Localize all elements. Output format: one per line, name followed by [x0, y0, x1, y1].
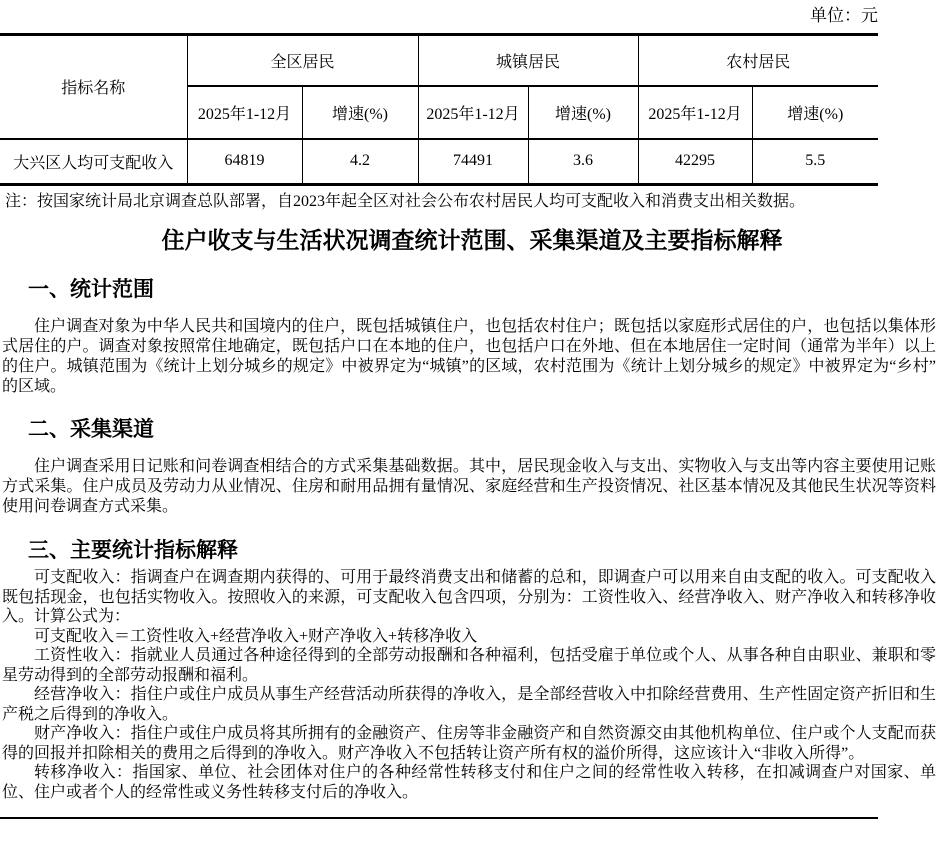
value-cell-urban: 74491 — [418, 139, 528, 185]
paragraph-statistical-scope: 住户调查对象为中华人民共和国境内的住户，既包括城镇住户，也包括农村住户；既包括以家庭形式居住的户，也包括以集体形式居住的户。调查对象按照常住地确定，既包括户口在本地的住户，也包括户口在外地、但在本地居住一定时间（通常为半年）以上的住户。城镇范围为《统计上划分城乡的规定》中被界定为“城镇”的区域，农村范围为《统计上划分城乡的规定》中被界定为“乡村”的区域。 — [2, 318, 936, 395]
period-header-rural: 2025年1-12月 — [638, 86, 752, 139]
paragraph-wage-income: 工资性收入：指就业人员通过各种途径得到的全部劳动报酬和各种福利，包括受雇于单位或个人、从事各种自由职业、兼职和零星劳动得到的全部劳动报酬和福利。 — [2, 647, 936, 684]
indicator-cell: 大兴区人均可支配收入 — [0, 139, 187, 185]
table-footnote: 注：按国家统计局北京调查总队部署，自2023年起全区对社会公布农村居民人均可支配收入和消费支出相关数据。 — [5, 193, 806, 210]
bottom-divider — [0, 817, 878, 819]
value-cell-all: 64819 — [187, 139, 302, 185]
paragraph-operating-net-income: 经营净收入：指住户或住户成员从事生产经营活动所获得的净收入，是全部经营收入中扣除经营费用、生产性固定资产折旧和生产税之后得到的净收入。 — [2, 686, 936, 723]
page-title: 住户收支与生活状况调查统计范围、采集渠道及主要指标解释 — [161, 227, 783, 253]
table-row — [0, 139, 878, 185]
indicator-name-header: 指标名称 — [0, 35, 187, 139]
paragraph-collection-channels: 住户调查采用日记账和问卷调查相结合的方式采集基础数据。其中，居民现金收入与支出、实物收入与支出等内容主要使用记账方式采集。住户成员及劳动力从业情况、住房和耐用品拥有量情况、家庭经营和生产投资情况、社区基本情况及其他民生状况等资料使用问卷调查方式采集。 — [2, 458, 936, 515]
paragraph-property-net-income: 财产净收入：指住户或住户成员将其所拥有的金融资产、住房等非金融资产和自然资源交由其他机构单位、住户或个人支配而获得的回报并扣除相关的费用之后得到的净收入。财产净收入不包括转让资产所有权的溢价所得，这应该计入“非收入所得”。 — [2, 725, 936, 762]
rate-header-all: 增速(%) — [302, 86, 418, 139]
income-stat-table — [0, 33, 878, 186]
rate-cell-rural: 5.5 — [752, 139, 878, 185]
rate-cell-all: 4.2 — [302, 139, 418, 185]
group-header-all-residents: 全区居民 — [187, 35, 418, 86]
value-cell-rural: 42295 — [638, 139, 752, 185]
period-header-all: 2025年1-12月 — [187, 86, 302, 139]
unit-label: 单位：元 — [810, 6, 878, 25]
rate-header-rural: 增速(%) — [752, 86, 878, 139]
rate-cell-urban: 3.6 — [528, 139, 638, 185]
section-heading-statistical-scope: 一、统计范围 — [28, 278, 154, 301]
paragraph-transfer-net-income: 转移净收入：指国家、单位、社会团体对住户的各种经常性转移支付和住户之间的经常性收入转移，在扣减调查户对国家、单位、住户或者个人的经常性或义务性转移支付后的净收入。 — [2, 764, 936, 801]
rate-header-urban: 增速(%) — [528, 86, 638, 139]
indicator-definitions-body — [0, 568, 944, 802]
group-header-urban-residents: 城镇居民 — [418, 35, 638, 86]
section-heading-collection-channels: 二、采集渠道 — [28, 418, 154, 441]
paragraph-income-formula: 可支配收入＝工资性收入+经营净收入+财产净收入+转移净收入 — [34, 627, 478, 645]
period-header-urban: 2025年1-12月 — [418, 86, 528, 139]
section-heading-indicator-definitions: 三、主要统计指标解释 — [28, 539, 238, 562]
group-header-rural-residents: 农村居民 — [638, 35, 878, 86]
paragraph-disposable-income: 可支配收入：指调查户在调查期内获得的、可用于最终消费支出和储蓄的总和，即调查户可以用来自由支配的收入。可支配收入既包括现金，也包括实物收入。按照收入的来源，可支配收入包含四项，分别为：工资性收入、经营净收入、财产净收入和转移净收入。计算公式为： — [2, 569, 936, 625]
